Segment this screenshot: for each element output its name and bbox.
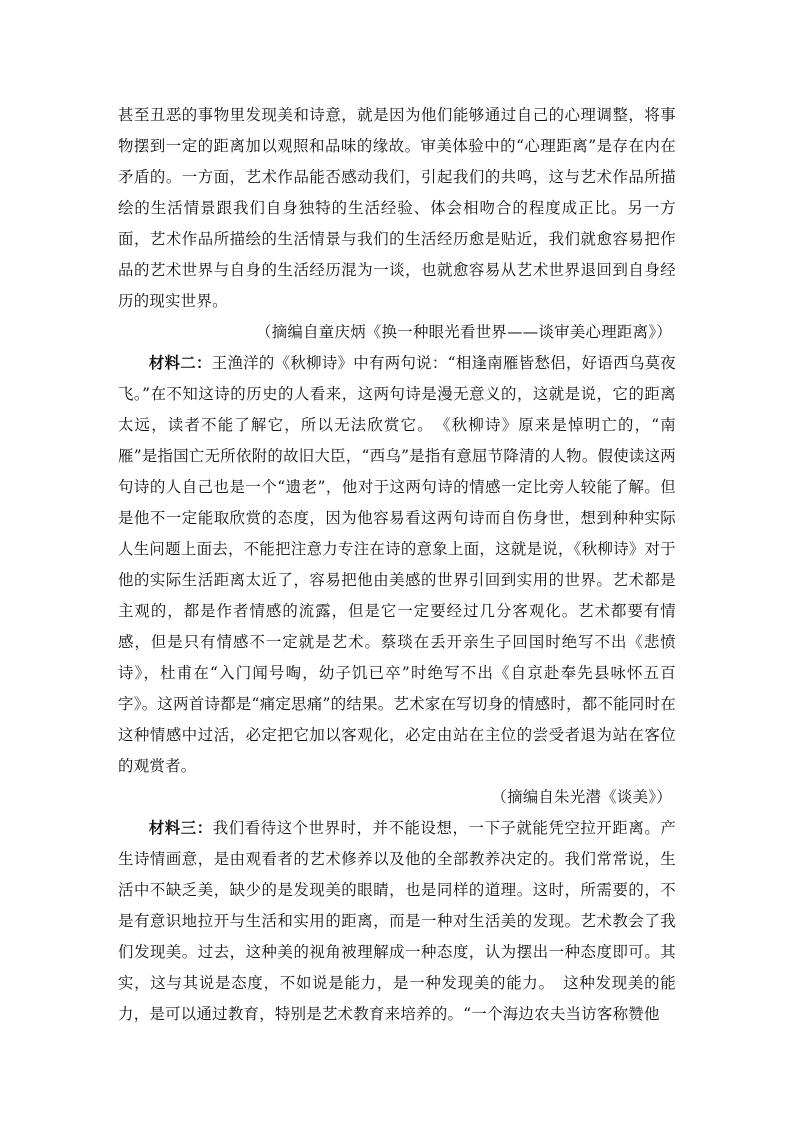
document-page [118, 100, 676, 1030]
material-three-text: 我们看待这个世界时，并不能设想，一下子就能凭空拉开距离。产生诗情画意，是由观看者的艺术修养以及他的全部教养决定的。我们常常说，生活中不缺乏美，缺少的是发现美的眼睛，也是同样的道理。这时，所需要的，不是有意识地拉开与生活和实用的距离，而是一种对生活美的发现。艺术教会了我们发现美。过去，这种美的视角被理解成一种态度，认为摆出一种态度即可。其实，这与其说是态度，不如说是能力，是一种发现美的能力。 这种发现美的能力，是可以通过教育，特别是艺术教育来培养的。“一个海边农夫当访客称赞他 [118, 819, 677, 1023]
source-citation-material-two: （摘编自朱光潜《谈美》） [491, 788, 672, 806]
paragraph-material-two [118, 348, 676, 782]
paragraph-material-one-continued: 甚至丑恶的事物里发现美和诗意，就是因为他们能够通过自己的心理调整，将事物摆到一定的距离加以观照和品味的缘故。审美体验中的“心理距离”是存在内在矛盾的。一方面，艺术作品能否感动我们，引起我们的共鸣，这与艺术作品所描绘的生活情景跟我们自身独特的生活经验、体会相吻合的程度成正比。另一方面，艺术作品所描绘的生活情景与我们的生活经历愈是贴近，我们就愈容易把作品的艺术世界与自身的生活经历混为一谈，也就愈容易从艺术世界退回到自身经历的现实世界。 [118, 106, 676, 310]
material-two-label: 材料二： [148, 354, 212, 372]
material-three-label: 材料三： [148, 819, 213, 837]
paragraph-material-three [118, 813, 676, 1030]
source-citation-material-one: （摘编自童庆炳《换一种眼光看世界——谈审美心理距离》） [256, 323, 672, 341]
material-two-text: 王渔洋的《秋柳诗》中有两句说：“相逢南雁皆愁侣，好语西乌莫夜飞。”在不知这诗的历史的人看来，这两句诗是漫无意义的，这就是说，它的距离太远，读者不能了解它，所以无法欣赏它。 《秋柳诗》原来是悼明亡的，“南雁”是指国亡无所依附的故旧大臣，“西乌”是指有意屈节降清的人物。假使读这两句诗的人自己也是一个“遗老”，他对于这两句诗的情感一定比旁人较能了解。但是他不一定能取欣赏的态度，因为他容易看这两句诗而自伤身世，想到种种实际人生问题上面去，不能把注意力专注在诗的意象上面，这就是说，《秋柳诗》对于他的实际生活距离太近了，容易把他由美感的世界引回到实用的世界。艺术都是主观的，都是作者情感的流露，但是它一定要经过几分客观化。艺术都要有情感，但是只有情感不一定就是艺术。蔡琰在丢开亲生子回国时绝写不出《悲愤诗》，杜甫在“入门闻号啕，幼子饥已卒”时绝写不出《自京赴奉先县咏怀五百字》。这两首诗都是“痛定思痛”的结果。艺术家在写切身的情感时，都不能同时在这种情感中过活，必定把它加以客观化，必定由站在主位的尝受者退为站在客位的观赏者。 [118, 354, 676, 775]
